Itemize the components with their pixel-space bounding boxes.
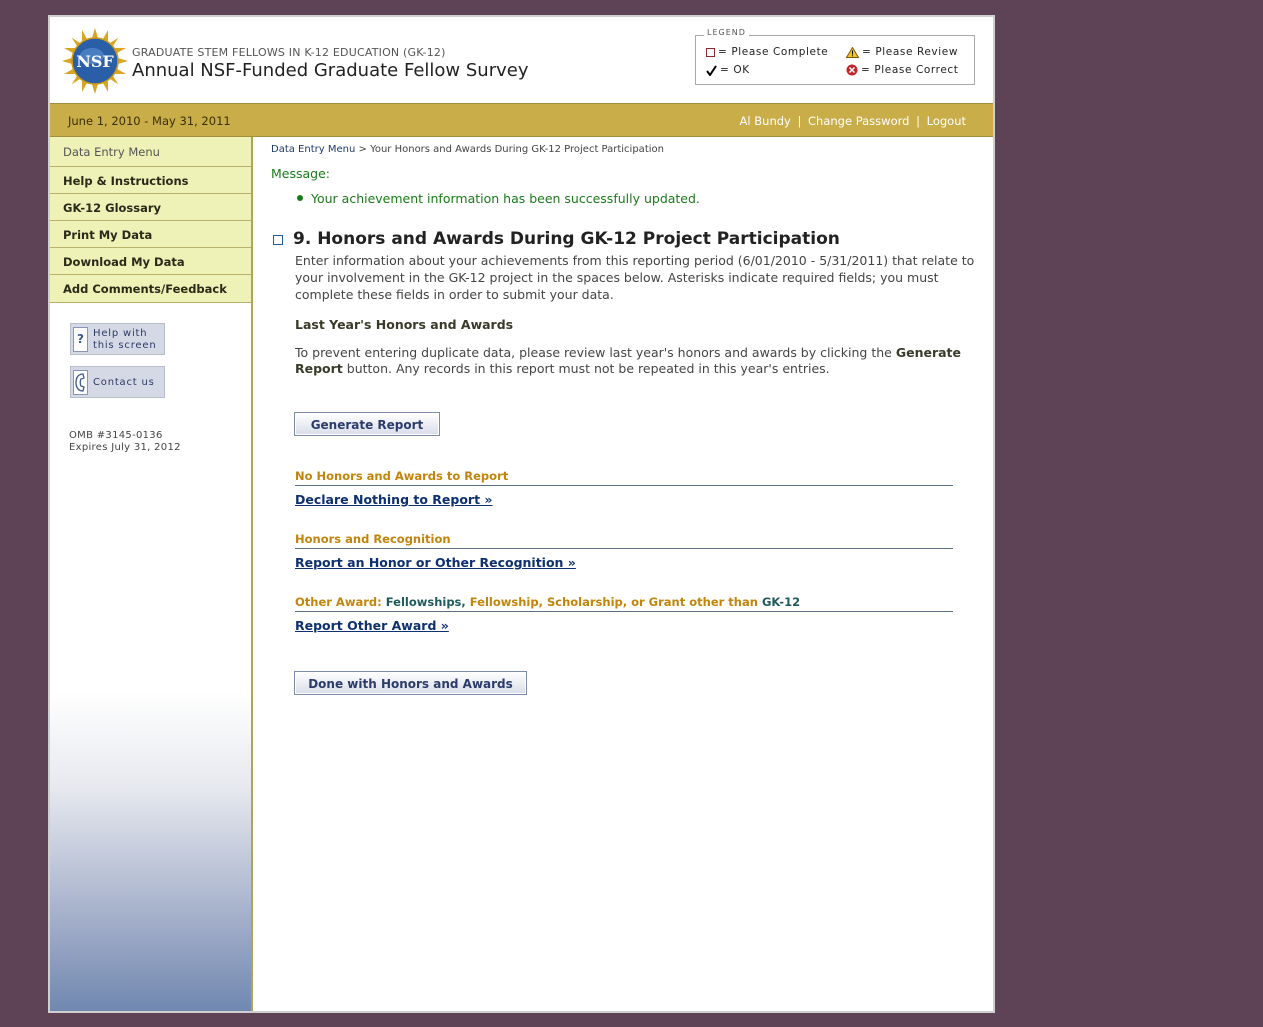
declare-nothing-link[interactable]: Declare Nothing to Report » <box>295 492 493 507</box>
breadcrumb-current: Your Honors and Awards During GK-12 Project Participation <box>370 144 664 155</box>
other-award-heading <box>295 595 953 612</box>
sidebar-item-help-instructions[interactable]: Help & Instructions <box>50 167 251 194</box>
other-award-heading-c: Fellowship, Scholarship, or Grant other than <box>469 595 758 609</box>
success-message: Your achievement information has been successfully updated. <box>311 191 700 206</box>
user-links <box>740 114 966 128</box>
message-label: Message: <box>271 166 330 181</box>
checkmark-icon <box>706 65 717 76</box>
separator: | <box>916 114 920 128</box>
separator: | <box>797 114 802 128</box>
sidebar-item-print-data[interactable]: Print My Data <box>50 221 251 248</box>
legend-ok-label: = OK <box>720 64 750 76</box>
help-with-screen-line1: Help with <box>93 328 148 339</box>
error-circle-icon <box>846 64 858 76</box>
user-name-link[interactable]: Al Bundy <box>739 114 791 128</box>
sidebar-item-comments-feedback[interactable]: Add Comments/Feedback <box>50 275 251 303</box>
top-bar <box>50 103 993 137</box>
sidebar <box>50 137 253 1011</box>
legend-please-complete <box>706 46 828 58</box>
phone-icon <box>73 370 88 395</box>
nsf-logo <box>62 28 128 94</box>
report-honor-link[interactable]: Report an Honor or Other Recognition » <box>295 555 576 570</box>
header <box>50 17 993 103</box>
omb-expiry: Expires July 31, 2012 <box>69 442 181 453</box>
legend <box>695 28 975 85</box>
question-mark-icon: ? <box>73 327 88 352</box>
breadcrumb <box>271 144 664 155</box>
other-award-heading-d: GK-12 <box>761 595 801 609</box>
legend-ok <box>706 64 750 76</box>
legend-please-review-label: = Please Review <box>862 46 959 58</box>
main-content <box>253 137 993 1011</box>
honors-recognition-heading: Honors and Recognition <box>295 532 953 549</box>
logout-link[interactable]: Logout <box>926 114 966 128</box>
omb-number: OMB #3145-0136 <box>69 430 163 441</box>
breadcrumb-data-entry-menu[interactable]: Data Entry Menu <box>271 144 356 155</box>
legend-please-complete-label: = Please Complete <box>718 46 829 58</box>
sidebar-heading[interactable]: Data Entry Menu <box>50 137 251 167</box>
contact-us-label: Contact us <box>93 377 155 388</box>
review-text-bold: Generate Report <box>295 345 962 376</box>
legend-please-correct <box>846 64 958 76</box>
contact-us-button[interactable] <box>70 366 165 398</box>
last-year-heading: Last Year's Honors and Awards <box>295 317 514 332</box>
sidebar-item-download-data[interactable]: Download My Data <box>50 248 251 275</box>
generate-report-button[interactable]: Generate Report <box>294 412 440 436</box>
done-with-honors-button[interactable]: Done with Honors and Awards <box>294 671 527 695</box>
no-honors-heading: No Honors and Awards to Report <box>295 469 953 486</box>
nsf-logo-text: NSF <box>76 52 114 71</box>
other-award-heading-b: Fellowships, <box>385 595 466 609</box>
help-with-screen-line2: this screen <box>93 340 157 351</box>
legend-please-review <box>846 46 958 58</box>
omb-info <box>69 430 181 454</box>
program-name: GRADUATE STEM FELLOWS IN K-12 EDUCATION (GK-12) <box>132 46 446 59</box>
survey-title: Annual NSF-Funded Graduate Fellow Survey <box>132 60 529 81</box>
section-title: 9. Honors and Awards During GK-12 Project Participation <box>293 229 840 249</box>
message-bullet-icon <box>297 195 303 201</box>
other-award-heading-a: Other Award: <box>295 595 382 609</box>
sidebar-item-glossary[interactable]: GK-12 Glossary <box>50 194 251 221</box>
section-instructions: Enter information about your achievements from this reporting period (6/01/2010 - 5/31/2011) that relate to your involvement in the GK-12 project in the spaces below. Asterisks indicate required fields; you must complete these fields in order to submit your data. <box>295 253 975 302</box>
section-status-checkbox-icon <box>273 235 283 245</box>
legend-title: LEGEND <box>704 28 749 37</box>
report-other-award-link[interactable]: Report Other Award » <box>295 618 449 633</box>
review-text-post: button. Any records in this report must not be repeated in this year's entries. <box>346 361 830 376</box>
breadcrumb-separator: > <box>358 144 367 155</box>
warning-triangle-icon <box>846 47 859 58</box>
review-text-pre: To prevent entering duplicate data, please review last year's honors and awards by clicking the <box>295 345 892 360</box>
help-with-screen-label <box>93 328 156 352</box>
legend-please-correct-label: = Please Correct <box>861 64 959 76</box>
page-frame <box>48 15 995 1013</box>
review-instructions <box>295 345 975 377</box>
change-password-link[interactable]: Change Password <box>808 114 910 128</box>
empty-checkbox-icon <box>706 48 715 57</box>
reporting-period: June 1, 2010 - May 31, 2011 <box>68 114 231 128</box>
help-with-screen-button[interactable] <box>70 323 165 355</box>
